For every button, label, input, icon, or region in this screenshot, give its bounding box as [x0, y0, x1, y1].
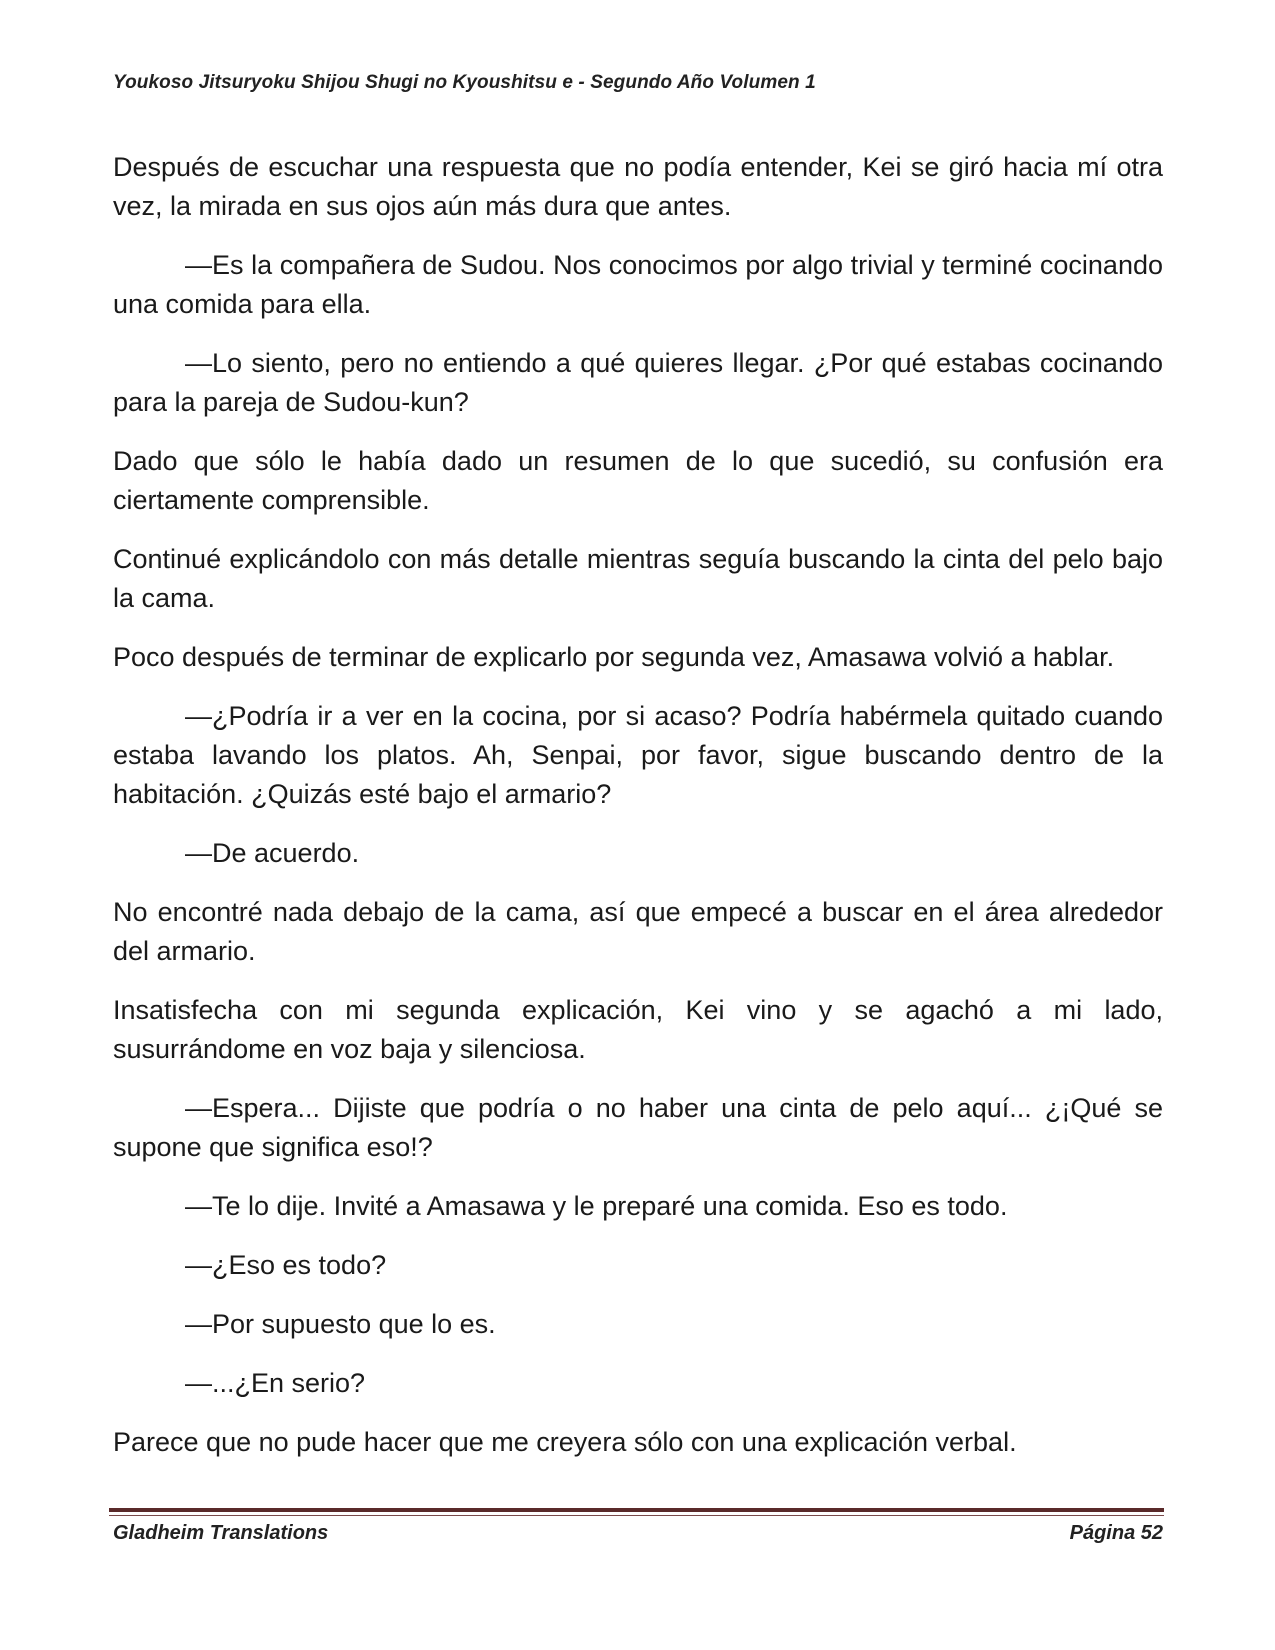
dialogue-paragraph: —Por supuesto que lo es. [185, 1309, 496, 1339]
dialogue-paragraph: —¿Podría ir a ver en la cocina, por si acaso? Podría habérmela quitado cuando estaba lavando los platos. Ah, Senpai, por favor, sigue buscando dentro de la habitación. ¿Quizás esté bajo el armario? [113, 701, 1163, 809]
footer-page-number: Página 52 [1069, 1522, 1163, 1544]
paragraph: Parece que no pude hacer que me creyera sólo con una explicación verbal. [113, 1427, 1017, 1457]
paragraph: Dado que sólo le había dado un resumen de lo que sucedió, su confusión era ciertamente comprensible. [113, 446, 1163, 515]
footer-divider [109, 1508, 1164, 1512]
dialogue-paragraph: —Lo siento, pero no entiendo a qué quieres llegar. ¿Por qué estabas cocinando para la pareja de Sudou-kun? [113, 348, 1163, 417]
dialogue-paragraph: —¿Eso es todo? [185, 1250, 387, 1280]
dialogue-paragraph: —Te lo dije. Invité a Amasawa y le preparé una comida. Eso es todo. [185, 1191, 1008, 1221]
paragraph: Continué explicándolo con más detalle mientras seguía buscando la cinta del pelo bajo la cama. [113, 544, 1163, 613]
paragraph: Insatisfecha con mi segunda explicación, Kei vino y se agachó a mi lado, susurrándome en voz baja y silenciosa. [113, 995, 1163, 1064]
paragraph: Después de escuchar una respuesta que no podía entender, Kei se giró hacia mí otra vez, la mirada en sus ojos aún más dura que antes. [113, 152, 1163, 221]
page-header-title: Youkoso Jitsuryoku Shijou Shugi no Kyoushitsu e - Segundo Año Volumen 1 [113, 72, 816, 93]
footer-translator: Gladheim Translations [113, 1522, 329, 1544]
paragraph: Poco después de terminar de explicarlo por segunda vez, Amasawa volvió a hablar. [113, 642, 1115, 672]
dialogue-paragraph: —Es la compañera de Sudou. Nos conocimos por algo trivial y terminé cocinando una comida para ella. [113, 250, 1163, 319]
dialogue-paragraph: —De acuerdo. [185, 838, 360, 868]
footer-divider-thin [109, 1515, 1164, 1516]
dialogue-paragraph: —...¿En serio? [185, 1368, 366, 1398]
dialogue-paragraph: —Espera... Dijiste que podría o no haber una cinta de pelo aquí... ¿¡Qué se supone que significa eso!? [113, 1093, 1163, 1162]
body-text [113, 148, 1163, 1482]
paragraph: No encontré nada debajo de la cama, así que empecé a buscar en el área alrededor del armario. [113, 897, 1163, 966]
